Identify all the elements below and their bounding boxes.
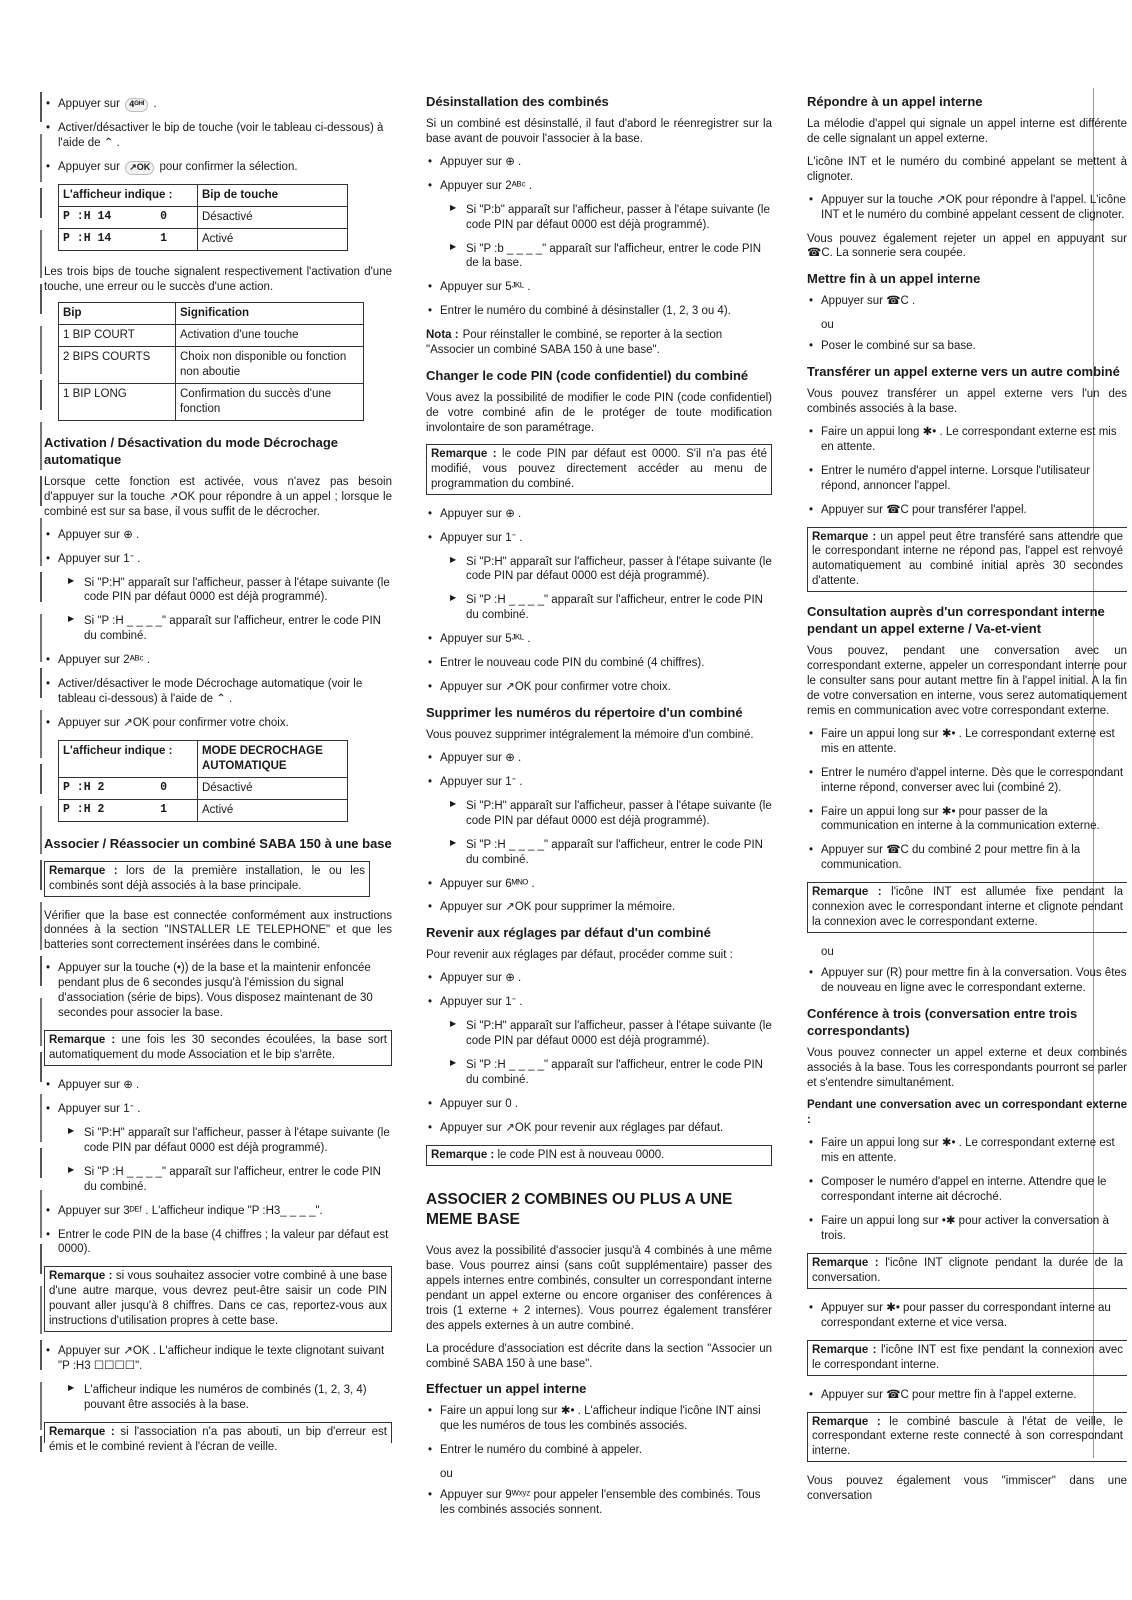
list-item: • Faire un appui long sur ✱• pour passer de la communication en interne à la communication externe. [807, 805, 1127, 835]
list-item: • Poser le combiné sur sa base. [807, 339, 1127, 354]
remark-box: Remarque : le code PIN par défaut est 0000. S'il n'a pas été modifié, vous pouvez directement accéder au menu de programmation du combiné. [426, 444, 772, 495]
list-item: • Activer/désactiver le mode Décrochage automatique (voir le tableau ci-dessous) à l'aide de ⌃ . [44, 677, 392, 707]
remark-box: Remarque : l'icône INT clignote pendant la durée de la conversation. [807, 1253, 1127, 1289]
or-text: ou [440, 1468, 453, 1481]
list-item: • Entrer le code PIN de la base (4 chiffres ; la valeur par défaut est 0000). [44, 1228, 392, 1258]
remark-box: Remarque : un appel peut être transféré sans attendre que le correspondant interne ne répond pas, l'appel est renvoyé automatiquement au combiné initial après 30 secondes d'attente. [807, 527, 1127, 593]
column-1 [44, 92, 392, 1455]
list-item: • Faire un appui long sur ✱• . L'afficheur indique l'icône INT ainsi que les numéros de tous les combinés associés. [426, 1404, 772, 1434]
list-item: • Appuyer sur 1ᐨ . [426, 995, 772, 1010]
section-heading: Répondre à un appel interne [807, 94, 983, 109]
list-item: • Appuyer sur ⊕ . [426, 507, 772, 522]
list-item: • Appuyer sur ⊕ . [44, 1078, 392, 1093]
section-heading: Changer le code PIN (code confidentiel) du combiné [426, 368, 749, 384]
auto-answer-table: L'afficheur indique : MODE DECROCHAGE AUTOMATIQUE P :H 2 0 Désactivé P :H 2 1 Activé [58, 740, 348, 822]
list-item: • Appuyer sur ⊕ . [426, 971, 772, 986]
list-item: • Appuyer sur ↗OK pour revenir aux réglages par défaut. [426, 1121, 772, 1136]
key-beep-table: L'afficheur indique : Bip de touche P :H 14 0 Désactivé P :H 14 1 Activé [58, 184, 348, 251]
sub-item: ▶ Si "P :H _ _ _ _" apparaît sur l'afficheur, entrer le code PIN du combiné. [44, 614, 392, 644]
list-item: • Appuyer sur ☎C pour transférer l'appel. [807, 503, 1127, 518]
section-heading: Consultation auprès d'un correspondant interne pendant un appel externe / Va-et-vient [807, 604, 1105, 637]
paragraph: Vous avez la possibilité d'associer jusqu'à 4 combinés à une même base. Vous pourrez ainsi (sans coût supplémentaire) passer des appels internes entre combinés, consulter un correspondant interne pendant un appel externe ou encore organiser des conférences à trois (1 externe + 2 internes). Vous pourrez également transférer des appels externes à un autre combiné. [426, 1244, 772, 1332]
table-row: 1 BIP LONG Confirmation du succès d'une fonction [59, 384, 364, 421]
list-item: • Appuyer sur 5ᴶᴷᴸ . [426, 632, 772, 647]
remark-box: Remarque : l'icône INT est allumée fixe pendant la connexion avec le correspondant interne et clignote pendant la connexion avec le correspondant externe. [807, 882, 1127, 933]
list-item: • Appuyer sur ↗OK pour confirmer la sélection. [44, 160, 392, 175]
up-arrow-icon: ⌃ [103, 136, 114, 149]
left-margin-bar [40, 92, 42, 1452]
list-item: • Appuyer sur ✱• pour passer du correspondant interne au correspondant externe et vice versa. [807, 1301, 1127, 1331]
paragraph: La mélodie d'appel qui signale un appel interne est différente de celle signalant un appel externe. [807, 117, 1127, 145]
list-item: • Appuyer sur ↗OK . L'afficheur indique le texte clignotant suivant "P :H3 ☐☐☐☐". [44, 1344, 392, 1374]
list-item: • Entrer le numéro d'appel interne. Lorsque l'utilisateur répond, annoncer l'appel. [807, 464, 1127, 494]
sub-item: ▶ Si "P:H" apparaît sur l'afficheur, passer à l'étape suivante (le code PIN par défaut 0000 est déjà programmé). [426, 799, 772, 829]
sub-item: ▶ Si "P :H _ _ _ _" apparaît sur l'afficheur, entrer le code PIN du combiné. [426, 1058, 772, 1088]
list-item: • Appuyer sur 1ᐨ . [44, 1102, 392, 1117]
list-item: • Appuyer sur la touche (•)) de la base et la maintenir enfoncée pendant plus de 6 secondes jusqu'à l'émission du signal d'association (série de bips). Vous disposez maintenant de 30 secondes pour associer la base. [44, 961, 392, 1021]
paragraph: Vous pouvez supprimer intégralement la mémoire d'un combiné. [426, 728, 754, 741]
list-item: • Faire un appui long sur ✱• . Le correspondant externe est mis en attente. [807, 1136, 1127, 1166]
list-item: • Entrer le numéro du combiné à désinstaller (1, 2, 3 ou 4). [426, 304, 772, 319]
list-item: • Appuyer sur 1ᐨ . [426, 775, 772, 790]
list-item: • Appuyer sur 3ᴰᴱᶠ . L'afficheur indique "P :H3_ _ _ _". [44, 1204, 392, 1219]
section-heading: Supprimer les numéros du répertoire d'un combiné [426, 705, 743, 721]
list-item: • Entrer le nouveau code PIN du combiné (4 chiffres). [426, 656, 772, 671]
list-item: • Appuyer sur 0 . [426, 1097, 772, 1112]
table-row: P :H 2 1 Activé [59, 799, 348, 821]
table-row: 1 BIP COURT Activation d'une touche [59, 325, 364, 347]
sub-item: ▶ Si "P:H" apparaît sur l'afficheur, passer à l'étape suivante (le code PIN par défaut 0000 est déjà programmé). [44, 576, 392, 606]
list-item: • Entrer le numéro du combiné à appeler. [426, 1443, 772, 1458]
paragraph: Vous pouvez connecter un appel externe et deux combinés associés à la base. Tous les correspondants pourront se parler et s'entendre simultanément. [807, 1046, 1127, 1089]
remark-box: Remarque : l'icône INT est fixe pendant la connexion avec le correspondant interne. [807, 1340, 1127, 1376]
remark-box: Remarque : si l'association n'a pas abouti, un bip d'erreur est émis et le combiné revient à l'écran de veille. [44, 1422, 392, 1443]
or-text: ou [821, 319, 834, 332]
sub-item: ▶ Si "P:H" apparaît sur l'afficheur, passer à l'étape suivante (le code PIN par défaut 0000 est déjà programmé). [44, 1126, 392, 1156]
sub-item: ▶ Si "P:H" apparaît sur l'afficheur, passer à l'étape suivante (le code PIN par défaut 0000 est déjà programmé). [426, 555, 772, 585]
table-row: P :H 2 0 Désactivé [59, 777, 348, 799]
list-item: • Entrer le numéro d'appel interne. Dès que le correspondant interne répond, converser avec lui (combiné 2). [807, 766, 1127, 796]
remark-box: Remarque : si vous souhaitez associer votre combiné à une base d'une autre marque, vous devrez peut-être saisir un code PIN pouvant aller jusqu'à 8 chiffres. Dans ce cas, reportez-vous aux instructions d'utilisation propres à cette base. [44, 1266, 392, 1332]
list-item: • Appuyer sur 5ᴶᴷᴸ . [426, 280, 772, 295]
sub-item: ▶ Si "P :H _ _ _ _" apparaît sur l'afficheur, entrer le code PIN du combiné. [426, 838, 772, 868]
list-item: • Appuyer sur ☎C pour mettre fin à l'appel externe. [807, 1388, 1127, 1403]
list-item: • Faire un appui long sur •✱ pour activer la conversation à trois. [807, 1214, 1127, 1244]
list-item: • Appuyer sur 4ᴳᴴᴵ . [44, 97, 392, 112]
paragraph: Vous pouvez également vous "immiscer" dans une conversation [807, 1475, 1127, 1503]
sub-item: ▶ L'afficheur indique les numéros de combinés (1, 2, 3, 4) pouvant être associés à la base. [44, 1383, 392, 1413]
chapter-heading: ASSOCIER 2 COMBINES OU PLUS A UNE MEME BASE [426, 1190, 733, 1228]
list-item: • Appuyer sur ⊕ . [426, 155, 772, 170]
remark-box: Remarque : lors de la première installation, le ou les combinés sont déjà associés à la base principale. [44, 861, 370, 897]
list-item: • Appuyer sur ⊕ . [426, 751, 772, 766]
list-item: • Appuyer sur 9ᵂˣʸᶻ pour appeler l'ensemble des combinés. Tous les combinés associés sonnent. [426, 1488, 772, 1504]
list-item: • Composer le numéro d'appel en interne. Attendre que le correspondant interne ait décroché. [807, 1175, 1127, 1205]
section-heading: Transférer un appel externe vers un autre combiné [807, 364, 1120, 380]
sub-item: ▶ Si "P :H _ _ _ _" apparaît sur l'afficheur, entrer le code PIN du combiné. [426, 593, 772, 623]
list-item: • Appuyer sur ↗OK pour confirmer votre choix. [44, 716, 392, 731]
list-item: • Appuyer sur 1ᐨ . [426, 531, 772, 546]
sub-item: ▶ Si "P :H _ _ _ _" apparaît sur l'afficheur, entrer le code PIN du combiné. [44, 1165, 392, 1195]
paragraph: Vous avez la possibilité de modifier le code PIN (code confidentiel) de votre combiné afin de le protéger de toute modification involontaire de son paramétrage. [426, 392, 772, 434]
paragraph: Vous pouvez transférer un appel externe vers l'un des combinés associés à la base. [807, 387, 1127, 415]
paragraph: Les trois bips de touche signalent respectivement l'activation d'une touche, une erreur ou le succès d'une action. [44, 265, 392, 293]
section-heading: Effectuer un appel interne [426, 1381, 587, 1397]
remark-box: Remarque : le combiné bascule à l'état de veille, le correspondant externe reste connecté à son correspondant interne. [807, 1412, 1127, 1463]
paragraph: Pour revenir aux réglages par défaut, procéder comme suit : [426, 949, 733, 962]
column-3-content [807, 94, 1127, 1503]
column-2 [426, 92, 772, 1517]
remark-box: Remarque : le code PIN est à nouveau 0000. [426, 1145, 772, 1166]
beep-meaning-table: Bip Signification 1 BIP COURT Activation d'une touche 2 BIPS COURTS Choix non disponible ou fonction non aboutie 1 BIP LONG Confirmation du succès d'une fonction [58, 302, 364, 421]
list-item: • Appuyer sur 2ᴬᴮᶜ . [426, 179, 772, 194]
sub-heading: Pendant une conversation avec un correspondant externe : [807, 1099, 1127, 1127]
section-heading: Mettre fin à un appel interne [807, 271, 981, 287]
section-heading: Revenir aux réglages par défaut d'un combiné [426, 925, 711, 941]
ok-key-icon: ↗OK [125, 161, 154, 175]
list-item: • Faire un appui long sur ✱• . Le correspondant externe est mis en attente. [807, 727, 1127, 757]
paragraph: Si un combiné est désinstallé, il faut d'abord le réenregistrer sur la base avant de pouvoir l'associer à la base. [426, 117, 772, 145]
list-item: • Appuyer sur ☎C du combiné 2 pour mettre fin à la communication. [807, 843, 1127, 873]
list-item: • Appuyer sur ☎C . [807, 294, 1127, 309]
list-item: • Appuyer sur 1ᐨ . [44, 552, 392, 567]
paragraph: Vous pouvez également rejeter un appel en appuyant sur ☎C. La sonnerie sera coupée. [807, 232, 1127, 260]
nota: Nota : Pour réinstaller le combiné, se reporter à la section "Associer un combiné SABA 150 à une base". [426, 329, 723, 357]
table-row: P :H 14 1 Activé [59, 228, 348, 250]
paragraph: La procédure d'association est décrite dans la section "Associer un combiné SABA 150 à une base". [426, 1342, 772, 1370]
list-item: • Appuyer sur (R) pour mettre fin à la conversation. Vous êtes de nouveau en ligne avec le correspondant externe. [807, 966, 1127, 996]
section-heading: Activation / Désactivation du mode Décrochage automatique [44, 435, 339, 467]
list-item: • Activer/désactiver le bip de touche (voir le tableau ci-dessous) à l'aide de ⌃ . [44, 121, 392, 151]
section-heading: Désinstallation des combinés [426, 94, 609, 109]
section-heading: Conférence à trois (conversation entre trois correspondants) [807, 1005, 1078, 1038]
list-item: • Appuyer sur 2ᴬᴮᶜ . [44, 653, 392, 668]
list-item: • Appuyer sur la touche ↗OK pour répondre à l'appel. L'icône INT et le numéro du combiné appelant cessent de clignoter. [807, 193, 1127, 223]
list-item: • Appuyer sur 6ᴹᴺᴼ . [426, 877, 772, 892]
sub-item: ▶ Si "P:b" apparaît sur l'afficheur, passer à l'étape suivante (le code PIN par défaut 0000 est déjà programmé). [426, 203, 772, 233]
or-text: ou [821, 946, 834, 959]
list-item: • Appuyer sur ⊕ . [44, 528, 392, 543]
table-row: 2 BIPS COURTS Choix non disponible ou fonction non aboutie [59, 347, 364, 384]
list-item: • Appuyer sur ↗OK pour confirmer votre choix. [426, 680, 772, 695]
column-3 [807, 92, 1127, 1503]
paragraph: Vérifier que la base est connectée conformément aux instructions données à la section "INSTALLER LE TELEPHONE" et que les batteries sont correctement insérées dans le combiné. [44, 909, 392, 952]
sub-item: ▶ Si "P :b _ _ _ _" apparaît sur l'afficheur, entrer le code PIN de la base. [426, 242, 772, 272]
sub-item: ▶ Si "P:H" apparaît sur l'afficheur, passer à l'étape suivante (le code PIN par défaut 0000 est déjà programmé). [426, 1019, 772, 1049]
table-row: P :H 14 0 Désactivé [59, 206, 348, 228]
section-heading: Associer / Réassocier un combiné SABA 150 à une base [44, 835, 392, 851]
list-item: • Faire un appui long ✱• . Le correspondant externe est mis en attente. [807, 425, 1127, 455]
remark-box: Remarque : une fois les 30 secondes écoulées, la base sort automatiquement du mode Association et le bip s'arrête. [44, 1030, 392, 1066]
key-4-icon: 4ᴳᴴᴵ [125, 98, 148, 112]
paragraph: Lorsque cette fonction est activée, vous n'avez pas besoin d'appuyer sur la touche ↗OK pour répondre à un appel ; lorsque le combiné est sur sa base, il vous suffit de le décrocher. [44, 475, 392, 518]
paragraph: L'icône INT et le numéro du combiné appelant se mettent à clignoter. [807, 155, 1127, 183]
paragraph: Vous pouvez, pendant une conversation avec un correspondant externe, appeler un correspondant interne pour le consulter sans pour autant mettre fin à l'appel initial. A la fin de votre conversation en interne, vous serez automatiquement remis en communication avec votre correspondant externe. [807, 645, 1127, 717]
list-item: • Appuyer sur ↗OK pour supprimer la mémoire. [426, 900, 772, 915]
